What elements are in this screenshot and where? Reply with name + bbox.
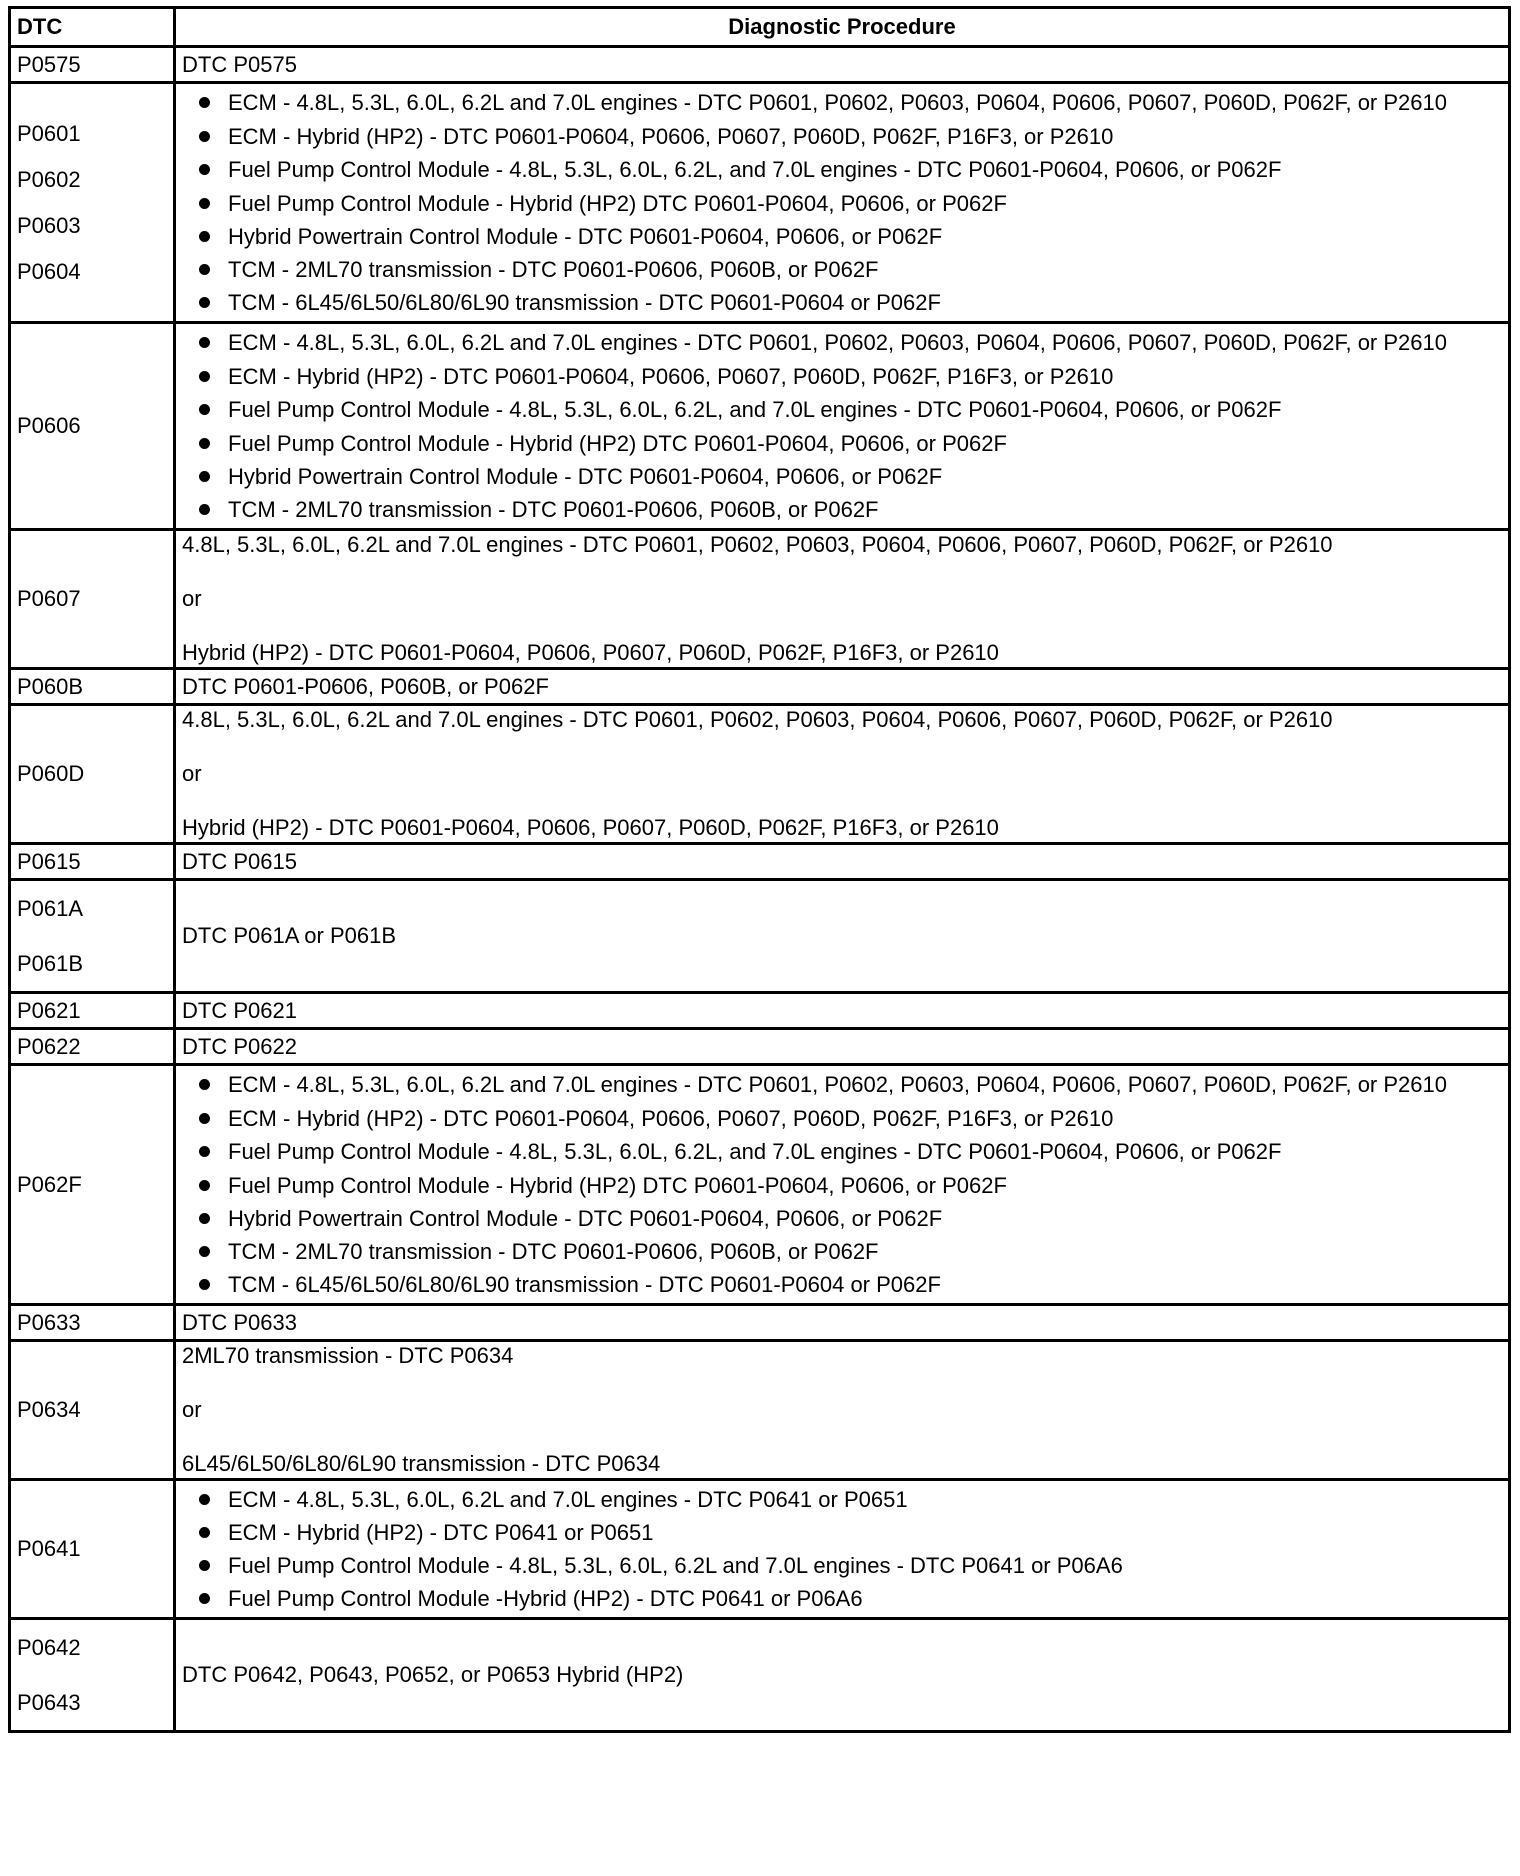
procedure-list-item: TCM - 6L45/6L50/6L80/6L90 transmission - DTC P0601-P0604 or P062F — [228, 1268, 1502, 1301]
procedure-text: DTC P0642, P0643, P0652, or P0653 Hybrid (HP2) — [182, 1662, 684, 1687]
procedure-list-item: ECM - 4.8L, 5.3L, 6.0L, 6.2L and 7.0L engines - DTC P0641 or P0651 — [228, 1483, 1502, 1516]
dtc-table — [8, 6, 1511, 1733]
procedure-alternatives — [182, 706, 1502, 842]
procedure-list — [182, 1068, 1502, 1301]
procedure-cell — [175, 83, 1510, 323]
procedure-list-item: TCM - 2ML70 transmission - DTC P0601-P0606, P060B, or P062F — [228, 493, 1502, 526]
procedure-text: DTC P0615 — [182, 848, 297, 874]
table-row — [10, 1305, 1510, 1341]
table-row — [10, 1619, 1510, 1732]
dtc-code: P060D — [17, 761, 85, 786]
procedure-text: DTC P0633 — [182, 1309, 297, 1335]
dtc-code: P062F — [17, 1171, 82, 1197]
table-row — [10, 880, 1510, 993]
table-row — [10, 705, 1510, 844]
procedure-list — [182, 86, 1502, 319]
dtc-code: P0643 — [17, 1690, 81, 1715]
dtc-code: P061A — [17, 896, 84, 921]
procedure-cell — [175, 1029, 1510, 1065]
procedure-cell — [175, 669, 1510, 705]
dtc-code: P0633 — [17, 1309, 81, 1335]
dtc-cell — [10, 1065, 175, 1305]
dtc-code: P061B — [17, 951, 84, 976]
dtc-code: P0607 — [17, 586, 81, 611]
dtc-cell — [10, 705, 175, 844]
procedure-column-header: Diagnostic Procedure — [175, 8, 1510, 47]
dtc-code: P0615 — [17, 848, 81, 874]
dtc-code: P0606 — [17, 413, 81, 438]
table-row — [10, 47, 1510, 83]
procedure-text: DTC P0575 — [182, 51, 297, 77]
procedure-list-item: Fuel Pump Control Module -Hybrid (HP2) - DTC P0641 or P06A6 — [228, 1582, 1502, 1615]
table-row — [10, 530, 1510, 669]
procedure-list — [182, 1483, 1502, 1615]
procedure-alternative: 4.8L, 5.3L, 6.0L, 6.2L and 7.0L engines - DTC P0601, P0602, P0603, P0604, P0606, P0607, P060D, P062F, or P2610 — [182, 707, 1333, 732]
procedure-alternatives — [182, 531, 1502, 667]
header-row — [10, 8, 1510, 47]
dtc-code: P0634 — [17, 1397, 81, 1422]
procedure-alternatives — [182, 1342, 1502, 1478]
dtc-code: P0601 — [17, 120, 81, 146]
procedure-text: DTC P0601-P0606, P060B, or P062F — [182, 673, 549, 699]
dtc-cell — [10, 323, 175, 530]
procedure-list-item: Hybrid Powertrain Control Module - DTC P0601-P0604, P0606, or P062F — [228, 220, 1502, 253]
dtc-cell — [10, 1305, 175, 1341]
procedure-alternative: 4.8L, 5.3L, 6.0L, 6.2L and 7.0L engines - DTC P0601, P0602, P0603, P0604, P0606, P0607, P060D, P062F, or P2610 — [182, 532, 1333, 557]
procedure-list-item: Fuel Pump Control Module - Hybrid (HP2) DTC P0601-P0604, P0606, or P062F — [228, 187, 1502, 220]
procedure-or-text: or — [182, 586, 202, 611]
procedure-list-item: Fuel Pump Control Module - 4.8L, 5.3L, 6.0L, 6.2L, and 7.0L engines - DTC P0601-P0604, P0606, or P062F — [228, 393, 1502, 427]
procedure-cell — [175, 47, 1510, 83]
procedure-alternative: Hybrid (HP2) - DTC P0601-P0604, P0606, P0607, P060D, P062F, P16F3, or P2610 — [182, 640, 999, 665]
dtc-cell — [10, 844, 175, 880]
dtc-table-container — [8, 6, 1508, 1733]
procedure-list-item: ECM - Hybrid (HP2) - DTC P0601-P0604, P0606, P0607, P060D, P062F, P16F3, or P2610 — [228, 1102, 1502, 1135]
dtc-code: P0604 — [17, 258, 81, 284]
table-row — [10, 1341, 1510, 1480]
dtc-cell — [10, 47, 175, 83]
dtc-cell — [10, 993, 175, 1029]
procedure-list-item: ECM - Hybrid (HP2) - DTC P0601-P0604, P0606, P0607, P060D, P062F, P16F3, or P2610 — [228, 360, 1502, 393]
dtc-code: P0575 — [17, 51, 81, 77]
dtc-code: P0642 — [17, 1635, 81, 1660]
procedure-list-item: Hybrid Powertrain Control Module - DTC P0601-P0604, P0606, or P062F — [228, 1202, 1502, 1235]
procedure-list-item: ECM - 4.8L, 5.3L, 6.0L, 6.2L and 7.0L engines - DTC P0601, P0602, P0603, P0604, P0606, P0607, P060D, P062F, or P2610 — [228, 86, 1502, 120]
procedure-list-item: ECM - 4.8L, 5.3L, 6.0L, 6.2L and 7.0L engines - DTC P0601, P0602, P0603, P0604, P0606, P0607, P060D, P062F, or P2610 — [228, 1068, 1502, 1102]
procedure-text: DTC P0621 — [182, 997, 297, 1023]
procedure-text: DTC P061A or P061B — [182, 923, 397, 948]
dtc-cell — [10, 83, 175, 323]
table-body — [10, 47, 1510, 1732]
procedure-alternative: Hybrid (HP2) - DTC P0601-P0604, P0606, P0607, P060D, P062F, P16F3, or P2610 — [182, 815, 999, 840]
procedure-cell — [175, 993, 1510, 1029]
dtc-cell — [10, 880, 175, 993]
procedure-list-item: Fuel Pump Control Module - 4.8L, 5.3L, 6.0L, 6.2L, and 7.0L engines - DTC P0601-P0604, P0606, or P062F — [228, 153, 1502, 187]
procedure-list-item: ECM - Hybrid (HP2) - DTC P0601-P0604, P0606, P0607, P060D, P062F, P16F3, or P2610 — [228, 120, 1502, 153]
procedure-cell — [175, 1480, 1510, 1619]
dtc-code: P0641 — [17, 1536, 81, 1561]
procedure-list-item: TCM - 6L45/6L50/6L80/6L90 transmission - DTC P0601-P0604 or P062F — [228, 286, 1502, 319]
procedure-cell — [175, 1305, 1510, 1341]
procedure-cell — [175, 1341, 1510, 1480]
procedure-list-item: Hybrid Powertrain Control Module - DTC P0601-P0604, P0606, or P062F — [228, 460, 1502, 493]
procedure-list-item: TCM - 2ML70 transmission - DTC P0601-P0606, P060B, or P062F — [228, 1235, 1502, 1268]
dtc-cell — [10, 669, 175, 705]
dtc-column-header: DTC — [10, 8, 175, 47]
procedure-cell — [175, 323, 1510, 530]
table-row — [10, 993, 1510, 1029]
procedure-alternative: 2ML70 transmission - DTC P0634 — [182, 1343, 514, 1368]
dtc-code: P0602 — [17, 166, 81, 192]
dtc-cell — [10, 1341, 175, 1480]
procedure-list-item: Fuel Pump Control Module - Hybrid (HP2) DTC P0601-P0604, P0606, or P062F — [228, 427, 1502, 460]
procedure-list — [182, 326, 1502, 526]
procedure-cell — [175, 844, 1510, 880]
dtc-cell — [10, 1029, 175, 1065]
dtc-code: P0603 — [17, 212, 81, 238]
procedure-list-item: Fuel Pump Control Module - 4.8L, 5.3L, 6.0L, 6.2L and 7.0L engines - DTC P0641 or P06A6 — [228, 1549, 1502, 1582]
dtc-code: P060B — [17, 673, 84, 699]
dtc-cell — [10, 1480, 175, 1619]
procedure-list-item: Fuel Pump Control Module - 4.8L, 5.3L, 6.0L, 6.2L, and 7.0L engines - DTC P0601-P0604, P0606, or P062F — [228, 1135, 1502, 1169]
dtc-code: P0621 — [17, 997, 81, 1023]
procedure-cell — [175, 880, 1510, 993]
table-row — [10, 1029, 1510, 1065]
procedure-text: DTC P0622 — [182, 1033, 297, 1059]
table-row — [10, 844, 1510, 880]
dtc-cell — [10, 530, 175, 669]
procedure-cell — [175, 530, 1510, 669]
dtc-code: P0622 — [17, 1033, 81, 1059]
procedure-list-item: ECM - Hybrid (HP2) - DTC P0641 or P0651 — [228, 1516, 1502, 1549]
table-row — [10, 1065, 1510, 1305]
procedure-cell — [175, 1065, 1510, 1305]
table-row — [10, 323, 1510, 530]
procedure-list-item: ECM - 4.8L, 5.3L, 6.0L, 6.2L and 7.0L engines - DTC P0601, P0602, P0603, P0604, P0606, P0607, P060D, P062F, or P2610 — [228, 326, 1502, 360]
procedure-list-item: Fuel Pump Control Module - Hybrid (HP2) DTC P0601-P0604, P0606, or P062F — [228, 1169, 1502, 1202]
procedure-or-text: or — [182, 1397, 202, 1422]
procedure-alternative: 6L45/6L50/6L80/6L90 transmission - DTC P0634 — [182, 1451, 661, 1476]
procedure-cell — [175, 705, 1510, 844]
dtc-cell — [10, 1619, 175, 1732]
procedure-cell — [175, 1619, 1510, 1732]
procedure-or-text: or — [182, 761, 202, 786]
procedure-list-item: TCM - 2ML70 transmission - DTC P0601-P0606, P060B, or P062F — [228, 253, 1502, 286]
table-row — [10, 669, 1510, 705]
table-row — [10, 83, 1510, 323]
table-row — [10, 1480, 1510, 1619]
